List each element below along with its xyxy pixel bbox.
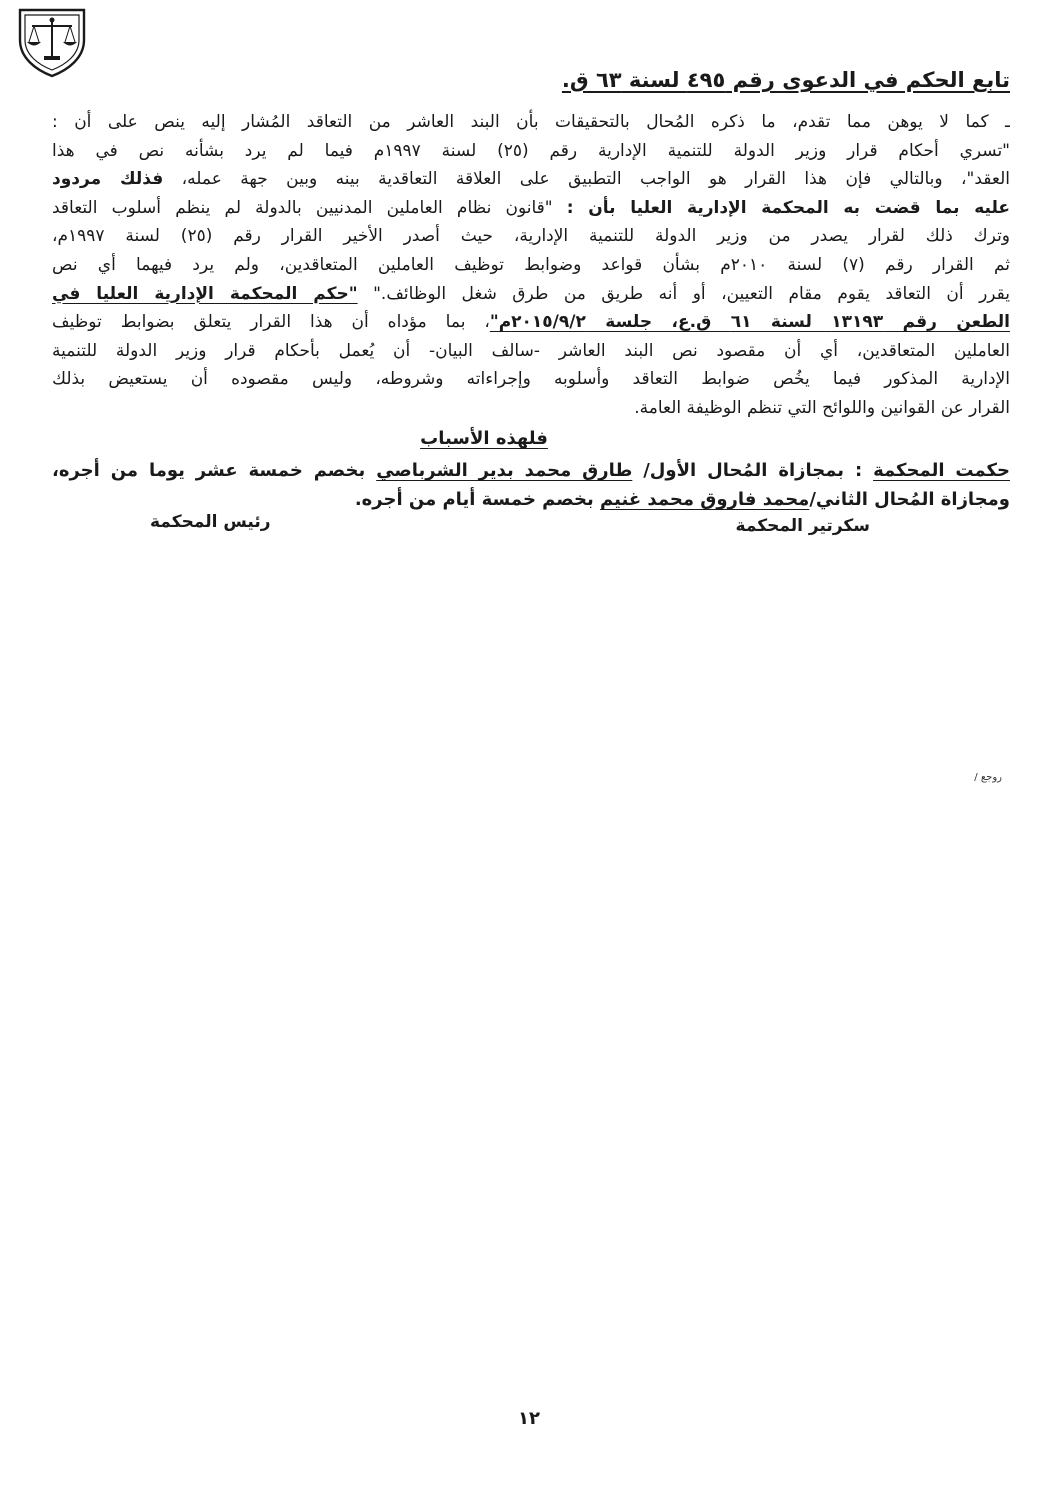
paragraph-line-6: ثم القرار رقم (٧) لسنة ٢٠١٠م بشأن قواعد وضوابط توظيف العاملين المتعاقدين، ولم يرد فيهما أي نص — [52, 254, 1010, 275]
court-president-signature: رئيس المحكمة — [150, 512, 271, 532]
for-these-reasons-heading: فلهذه الأسباب — [420, 428, 548, 449]
paragraph-line-4-text: "قانون نظام العاملين المدنيين بالدولة لم ينظم أسلوب التعاقد — [52, 197, 567, 218]
court-ruling — [52, 456, 1010, 514]
paragraph-line-7-text: يقرر أن التعاقد يقوم مقام التعيين، أو أنه طريق من طرق شغل الوظائف." — [373, 283, 1010, 304]
ruling-reference-part1: "حكم المحكمة الإدارية العليا في — [52, 283, 358, 304]
second-defendant-penalty: بخصم خمسة أيام من أجره. — [354, 489, 594, 510]
paragraph-line-1: ـ كما لا يوهن مما تقدم، ما ذكره المُحال بالتحقيقات بأن البند العاشر من التعاقد المُشار إليه ينص على أن : — [52, 112, 1010, 132]
second-defendant-name: محمد فاروق محمد غنيم — [600, 489, 810, 510]
ruling-line-1-text: : بمجازاة المُحال الأول/ — [643, 460, 863, 481]
paragraph-line-7 — [52, 280, 1010, 309]
first-defendant-name: طارق محمد بدير الشرباصي — [376, 460, 633, 481]
first-defendant-penalty: بخصم خمسة عشر يوما من أجره، — [52, 460, 366, 481]
paragraph-line-3 — [52, 165, 1010, 194]
court-ruled-label: حكمت المحكمة — [873, 460, 1010, 481]
paragraph-line-8 — [52, 308, 1010, 337]
bold-phrase-rebuttal: فذلك مردود — [52, 169, 164, 190]
ruling-line-1 — [52, 456, 1010, 485]
reviewed-initials: روجع / — [974, 772, 1002, 783]
scales-of-justice-emblem-icon — [14, 6, 90, 78]
paragraph-line-4 — [52, 194, 1010, 223]
paragraph-line-3-text: العقد"، وبالتالي فإن هذا القرار هو الواجب التطبيق على العلاقة التعاقدية بينه وبين جهة عمله، — [163, 169, 1010, 190]
paragraph-line-8-text: ، بما مؤداه أن هذا القرار يتعلق بضوابط توظيف — [52, 312, 490, 333]
paragraph-line-5: وترك ذلك لقرار يصدر من وزير الدولة للتنمية الإدارية، حيث أصدر الأخير القرار رقم (٢٥) لسنة ١٩٩٧م، — [52, 226, 1010, 247]
ruling-line-2 — [52, 485, 1010, 514]
bold-phrase-supreme-court: عليه بما قضت به المحكمة الإدارية العليا بأن : — [566, 197, 1010, 218]
ruling-line-2-text: ومجازاة المُحال الثاني/ — [809, 489, 1010, 510]
ruling-reference-part2: الطعن رقم ١٣١٩٣ لسنة ٦١ ق.ع، جلسة ٢٠١٥/٩/٢م" — [489, 312, 1010, 333]
paragraph-line-9: العاملين المتعاقدين، أي أن مقصود نص البند العاشر -سالف البيان- أن يُعمل بأحكام قرار وزير الدولة للتنمية — [52, 340, 1010, 361]
reasoning-paragraph — [52, 108, 1010, 423]
paragraph-line-10: الإدارية المذكور فيما يخُص ضوابط التعاقد وأسلوبه وإجراءاته وشروطه، وليس مقصوده أن يستعيض بذلك — [52, 369, 1010, 390]
page-number: ١٢ — [518, 1408, 540, 1429]
paragraph-line-2: "تسري أحكام قرار وزير الدولة للتنمية الإدارية رقم (٢٥) لسنة ١٩٩٧م فيما لم يرد بشأنه نص في هذا — [52, 140, 1010, 161]
paragraph-line-11: القرار عن القوانين واللوائح التي تنظم الوظيفة العامة. — [634, 397, 1010, 418]
court-secretary-signature: سكرتير المحكمة — [735, 516, 870, 536]
continuation-header-title: تابع الحكم في الدعوى رقم ٤٩٥ لسنة ٦٣ ق. — [561, 68, 1010, 92]
